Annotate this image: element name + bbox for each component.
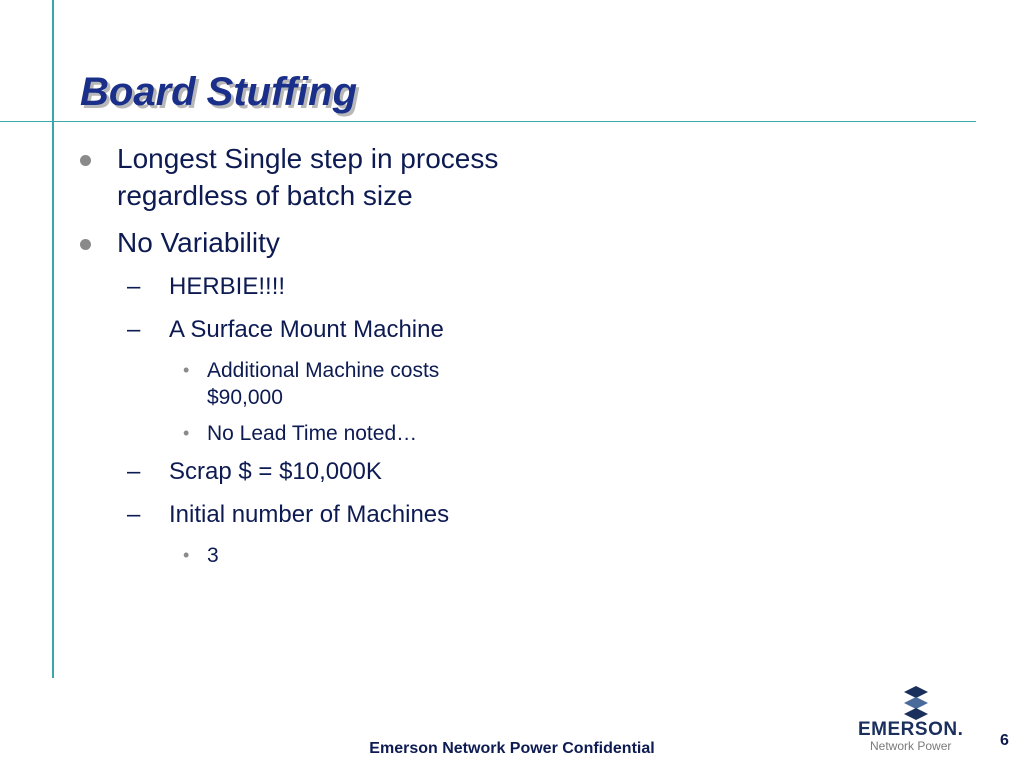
bullet-list bbox=[80, 140, 520, 578]
sub-bullet-item bbox=[80, 499, 520, 530]
dash-icon: – bbox=[127, 273, 141, 300]
page-number: 6 bbox=[1000, 732, 1009, 749]
sub-sub-bullet-item bbox=[80, 542, 520, 569]
sub-bullet-text: Initial number of Machines bbox=[169, 501, 450, 528]
small-bullet-icon: • bbox=[183, 423, 190, 443]
bullet-dot-icon bbox=[80, 239, 91, 250]
bullet-item bbox=[80, 140, 520, 214]
emerson-logo-icon bbox=[904, 686, 928, 720]
bullet-text: Longest Single step in process regardless of batch size bbox=[117, 143, 499, 211]
sub-sub-bullet-item bbox=[80, 420, 520, 447]
bullet-text: No Variability bbox=[117, 227, 280, 258]
small-bullet-icon: • bbox=[183, 360, 190, 380]
dash-icon: – bbox=[127, 458, 141, 485]
small-bullet-icon: • bbox=[183, 545, 190, 565]
vertical-rule bbox=[52, 0, 54, 678]
logo-wordmark: EMERSON. bbox=[858, 719, 964, 740]
sub-bullet-item bbox=[80, 271, 520, 302]
sub-sub-bullet-item bbox=[80, 357, 520, 411]
sub-sub-bullet-text: No Lead Time noted… bbox=[207, 422, 418, 445]
emerson-logo bbox=[858, 686, 978, 756]
sub-sub-bullet-text: 3 bbox=[207, 544, 219, 567]
confidential-footer: Emerson Network Power Confidential bbox=[369, 740, 655, 757]
slide-title: Board Stuffing bbox=[80, 70, 358, 114]
dash-icon: – bbox=[127, 316, 141, 343]
sub-sub-bullet-text: Additional Machine costs $90,000 bbox=[207, 359, 440, 409]
logo-subtext: Network Power bbox=[870, 739, 952, 753]
horizontal-rule bbox=[0, 121, 976, 122]
sub-bullet-text: Scrap $ = $10,000K bbox=[169, 458, 382, 485]
sub-bullet-text: A Surface Mount Machine bbox=[169, 316, 444, 343]
sub-bullet-item bbox=[80, 314, 520, 345]
bullet-item bbox=[80, 224, 520, 261]
dash-icon: – bbox=[127, 501, 141, 528]
sub-bullet-text: HERBIE!!!! bbox=[169, 273, 286, 300]
sub-bullet-item bbox=[80, 456, 520, 487]
bullet-dot-icon bbox=[80, 155, 91, 166]
